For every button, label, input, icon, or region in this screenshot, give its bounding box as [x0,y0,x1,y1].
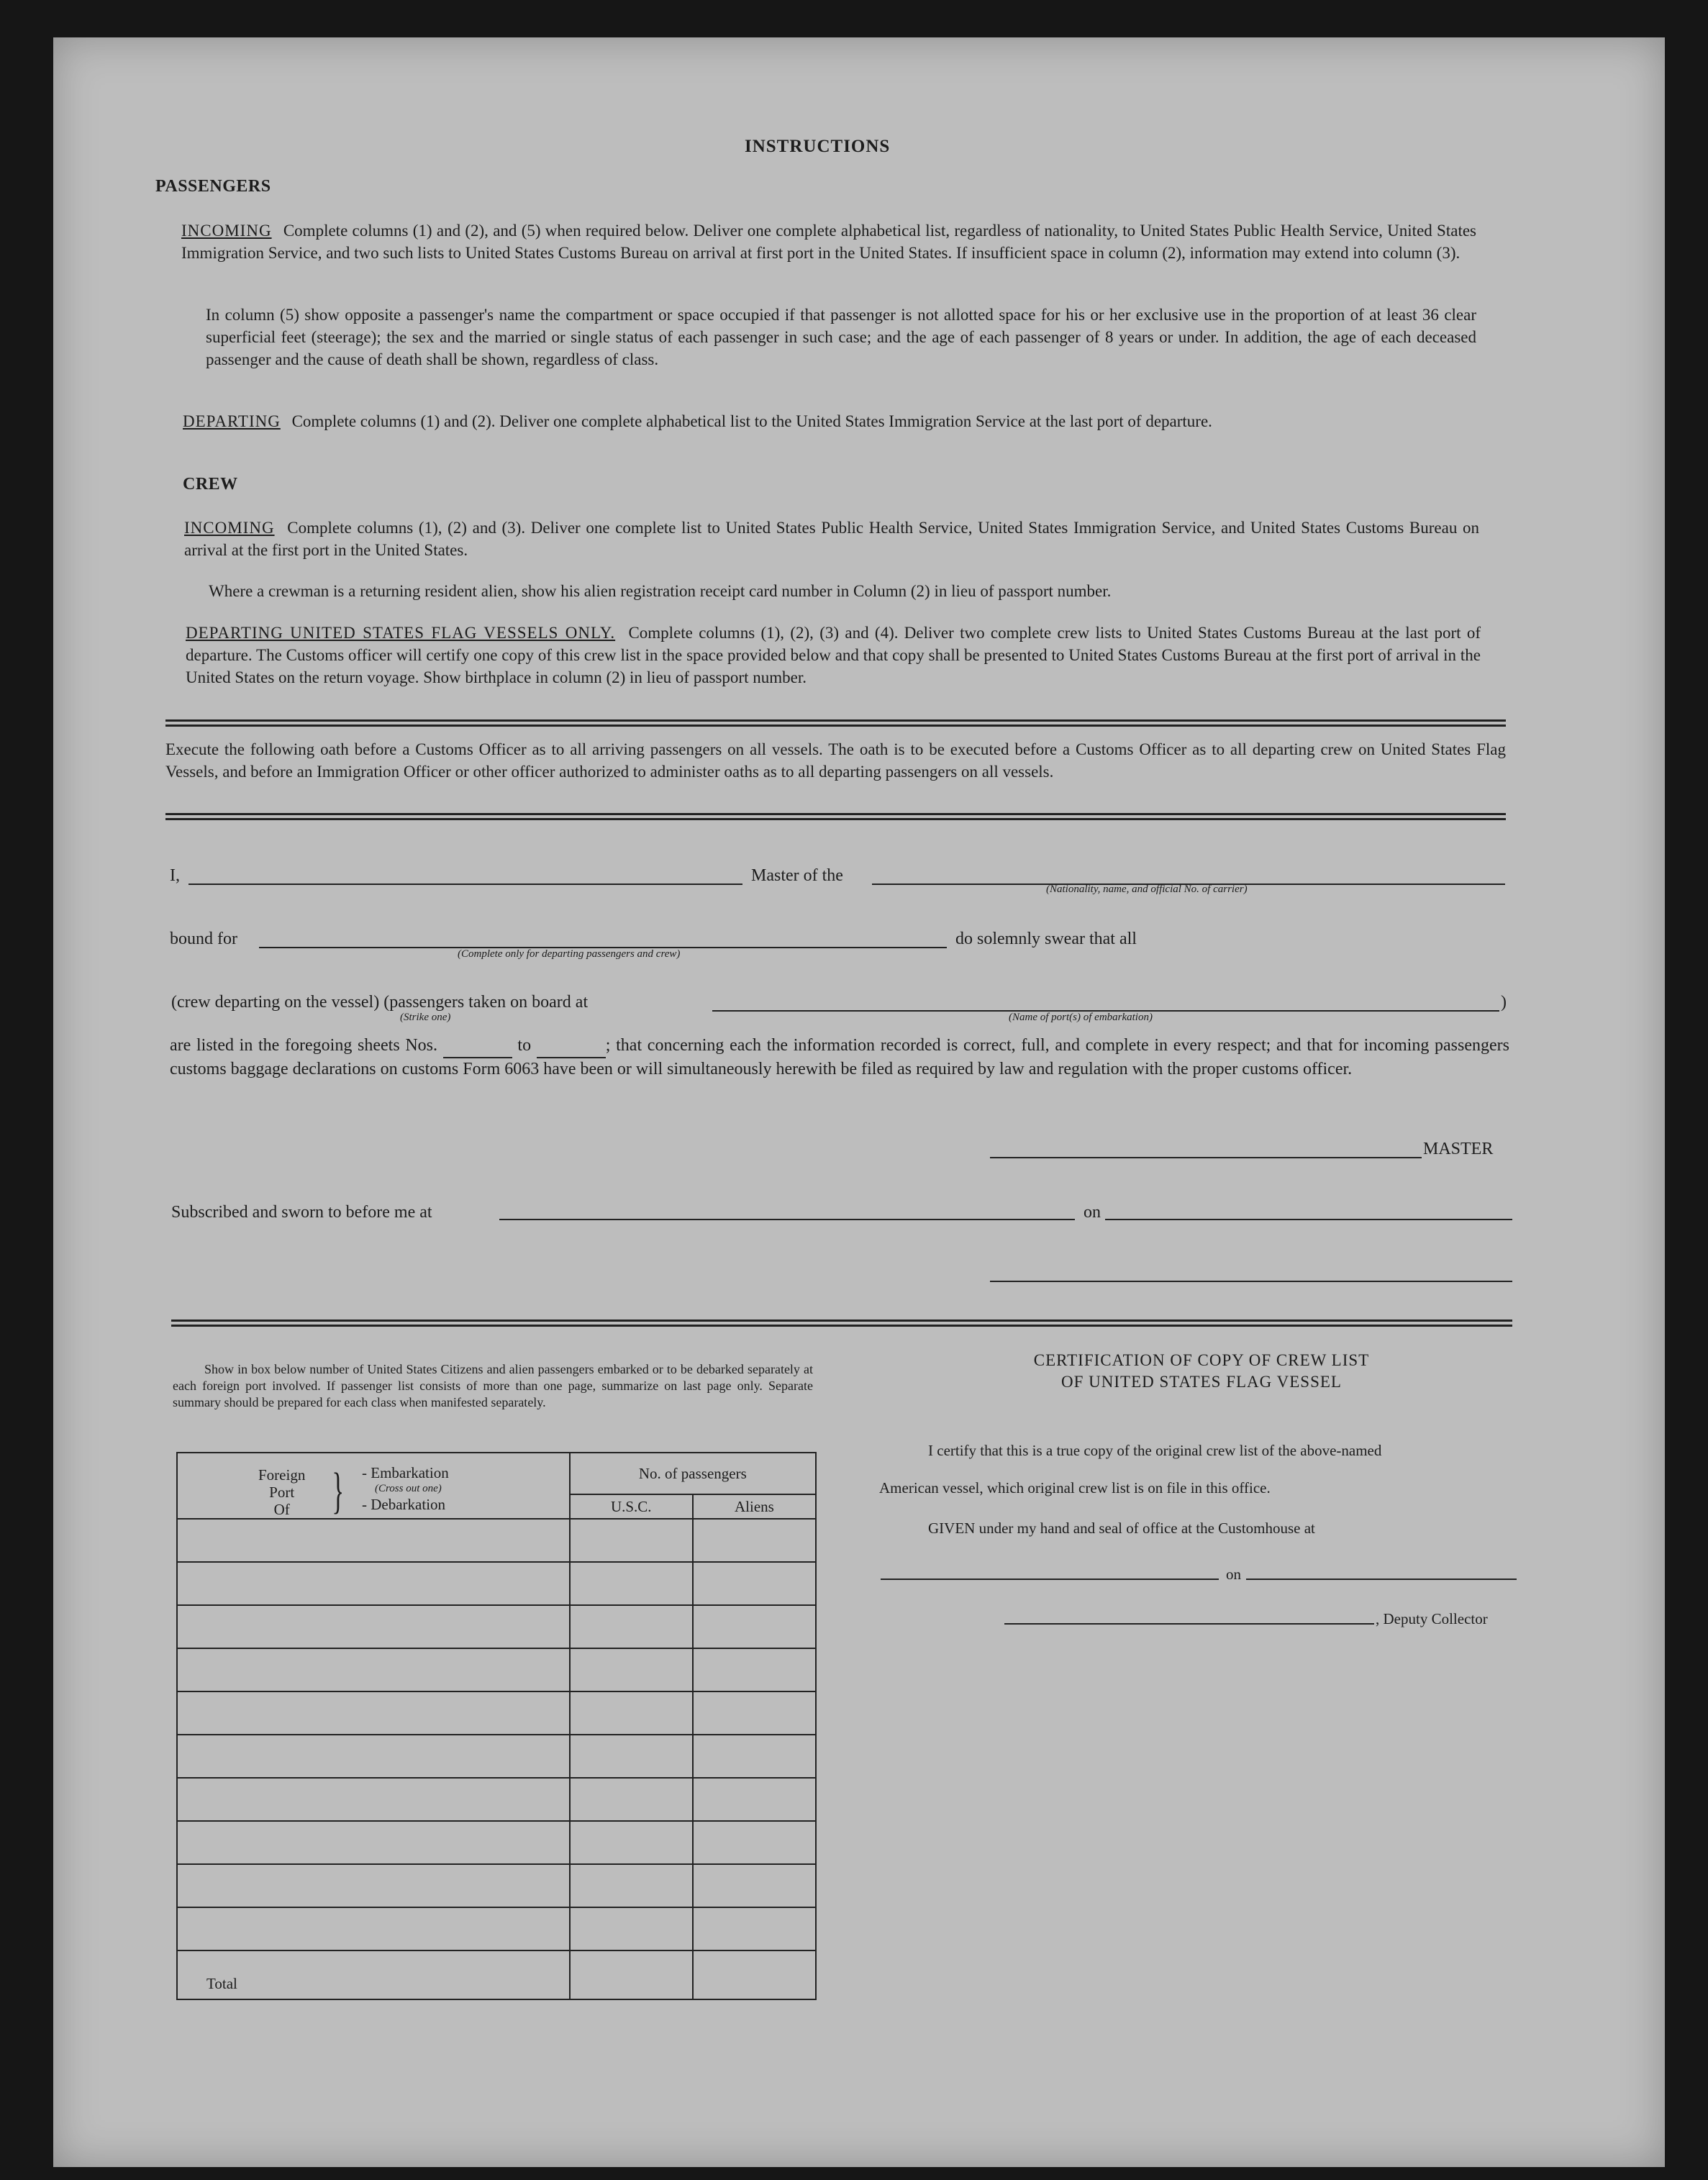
master-label: MASTER [1423,1140,1494,1158]
aliens-header: Aliens [693,1494,816,1519]
swear-label: do solemnly swear that all [955,930,1137,948]
ports-summary-table [176,1452,817,2000]
aliens-cell[interactable] [693,1648,816,1691]
certify-line1: I certify that this is a true copy of the original crew list of the above-named [928,1442,1382,1459]
port-cell[interactable] [177,1735,570,1778]
divider [165,813,1506,820]
usc-cell[interactable] [570,1691,693,1735]
crew-departing [186,622,1481,689]
master-name-field[interactable] [188,884,742,885]
passengers-departing [183,410,1476,432]
aliens-cell[interactable] [693,1691,816,1735]
execute-instructions: Execute the following oath before a Customs Officer as to all arriving passengers on all vessels. The oath is to be executed before a Customs Officer as to all departing crew on United States Flag Vessels, and before an Immigration Officer or other officer authorized to administer oaths as to all departing passengers on all vessels. [165,740,1506,781]
deputy-collector-label: , Deputy Collector [1376,1610,1488,1627]
sheet-to-field[interactable] [537,1035,606,1058]
incoming-text: Complete columns (1) and (2), and (5) when required below. Deliver one complete alphabetical list, regardless of nationality, to United States Public Health Service, United States Immigration Service, and two such lists to United States Customs Bureau on arrival at first port in the United States. If insufficient space in column (2), information may extend into column (3). [181,222,1476,262]
crew-incoming-text: Complete columns (1), (2) and (3). Deliver one complete list to United States Public Health Service, United States Immigration Service, and United States Customs Bureau on arrival at the first port in the United States. [184,519,1480,559]
cross-out-hint: (Cross out one) [375,1483,442,1494]
divider [171,1320,1512,1327]
usc-cell[interactable] [570,1778,693,1821]
usc-cell[interactable] [570,1907,693,1950]
oath-i-label: I, [170,866,180,885]
aliens-cell[interactable] [693,1735,816,1778]
aliens-cell[interactable] [693,1562,816,1605]
aliens-cell[interactable] [693,1605,816,1648]
of-label: Of [273,1501,290,1518]
aliens-cell[interactable] [693,1907,816,1950]
cert-heading-line2: OF UNITED STATES FLAG VESSEL [1061,1373,1342,1391]
crew-departing-choice: (crew departing on the vessel) (passengers taken on board at [171,993,589,1012]
total-label: Total [177,1950,570,1999]
port-cell[interactable] [177,1691,570,1735]
usc-header: U.S.C. [570,1494,693,1519]
master-signature-field[interactable] [990,1157,1422,1158]
port-cell[interactable] [177,1907,570,1950]
master-of-label: Master of the [751,866,843,885]
port-header: Foreign Port Of } - Embarkation (Cross out one) - Debarkation [177,1453,570,1519]
usc-cell[interactable] [570,1562,693,1605]
departing-label: DEPARTING [183,412,281,430]
port-cell[interactable] [177,1864,570,1907]
crew-departing-text: Complete columns (1), (2), (3) and (4). Deliver two complete crew lists to United States Customs Bureau at the last port of departure. The Customs officer will certify one copy of this crew list in the space provided below and that copy shall be presented to United States Customs Bureau at the first port of arrival in the United States on the return voyage. Show birthplace in column (2) in lieu of passport number. [186,624,1481,686]
strike-hint: (Strike one) [400,1012,451,1023]
usc-cell[interactable] [570,1648,693,1691]
listed-sheets-text [170,1035,1509,1081]
usc-total-cell[interactable] [570,1950,693,1999]
crew-departing-label: DEPARTING UNITED STATES FLAG VESSELS ONLY. [186,624,616,642]
aliens-cell[interactable] [693,1778,816,1821]
port-cell[interactable] [177,1519,570,1562]
summary-instructions [173,1361,813,1411]
usc-cell[interactable] [570,1864,693,1907]
foreign-label: Foreign [258,1466,306,1484]
crew-heading: CREW [183,475,238,494]
aliens-cell[interactable] [693,1864,816,1907]
column5-instructions: In column (5) show opposite a passenger's name the compartment or space occupied if that passenger is not allotted space for his or her exclusive use in the proportion of at least 36 clear superficial feet (steerage); the sex and the married or single status of each passenger in such case; and the age of each passenger of 8 years or under. In addition, the age of each deceased passenger and the cause of death shall be shown, regardless of class. [206,306,1476,368]
subscribed-label: Subscribed and sworn to before me at [171,1203,432,1222]
port-cell[interactable] [177,1605,570,1648]
sworn-date-field[interactable] [1105,1219,1512,1220]
sworn-on-label: on [1084,1203,1101,1222]
certify-line2: American vessel, which original crew list is on file in this office. [879,1479,1271,1497]
cert-date-field[interactable] [1246,1579,1517,1580]
embarkation-option[interactable]: - Embarkation [362,1464,449,1481]
carrier-hint: (Nationality, name, and official No. of carrier) [1046,884,1248,895]
deputy-signature-field[interactable] [1004,1623,1374,1625]
listed-text-b: ; that concerning each the information recorded is correct, full, and complete in every respect; and that for incoming passengers customs baggage declarations on customs Form 6063 have been or will simultaneously herewith be filed as required by law and regulation with the proper customs officer. [170,1036,1509,1078]
given-text: GIVEN under my hand and seal of office at the Customhouse at [928,1520,1315,1537]
port-cell[interactable] [177,1562,570,1605]
divider [165,719,1506,727]
close-paren: ) [1501,993,1507,1012]
cert-on-label: on [1226,1566,1241,1583]
debarkation-option[interactable]: - Debarkation [362,1496,446,1513]
listed-to: to [517,1036,532,1055]
officer-signature-field[interactable] [990,1281,1512,1282]
sworn-place-field[interactable] [499,1219,1075,1220]
bound-hint: (Complete only for departing passengers and crew) [458,948,681,960]
usc-cell[interactable] [570,1605,693,1648]
passengers-incoming [181,219,1476,264]
summary-instructions-text: Show in box below number of United States Citizens and alien passengers embarked or to be debarked separately at each foreign port involved. If passenger list consists of more than one page, summarize on last page only. Separate summary should be prepared for each class when manifested separately. [173,1362,813,1409]
sheet-from-field[interactable] [443,1035,512,1058]
passengers-heading: PASSENGERS [155,177,271,196]
port-cell[interactable] [177,1648,570,1691]
no-of-passengers-header: No. of passengers [570,1453,816,1494]
crew-incoming-label: INCOMING [184,519,275,537]
listed-text-a: are listed in the foregoing sheets Nos. [170,1036,438,1055]
usc-cell[interactable] [570,1821,693,1864]
usc-cell[interactable] [570,1735,693,1778]
aliens-cell[interactable] [693,1519,816,1562]
port-label: Port [269,1484,295,1501]
bound-for-label: bound for [170,930,237,948]
cert-heading-line1: CERTIFICATION OF COPY OF CREW LIST [1033,1351,1370,1369]
crew-incoming [184,517,1479,561]
certification-heading [957,1350,1446,1393]
port-hint: (Name of port(s) of embarkation) [1009,1012,1153,1023]
port-cell[interactable] [177,1821,570,1864]
port-cell[interactable] [177,1778,570,1821]
crew-resident-note: Where a crewman is a returning resident alien, show his alien registration receipt card number in Column (2) in lieu of passport number. [209,582,1112,600]
page-title: INSTRUCTIONS [745,137,891,156]
customhouse-field[interactable] [881,1579,1219,1580]
incoming-label: INCOMING [181,222,272,240]
usc-cell[interactable] [570,1519,693,1562]
aliens-total-cell[interactable] [693,1950,816,1999]
departing-text: Complete columns (1) and (2). Deliver one complete alphabetical list to the United States Immigration Service at the last port of departure. [291,412,1212,430]
aliens-cell[interactable] [693,1821,816,1864]
